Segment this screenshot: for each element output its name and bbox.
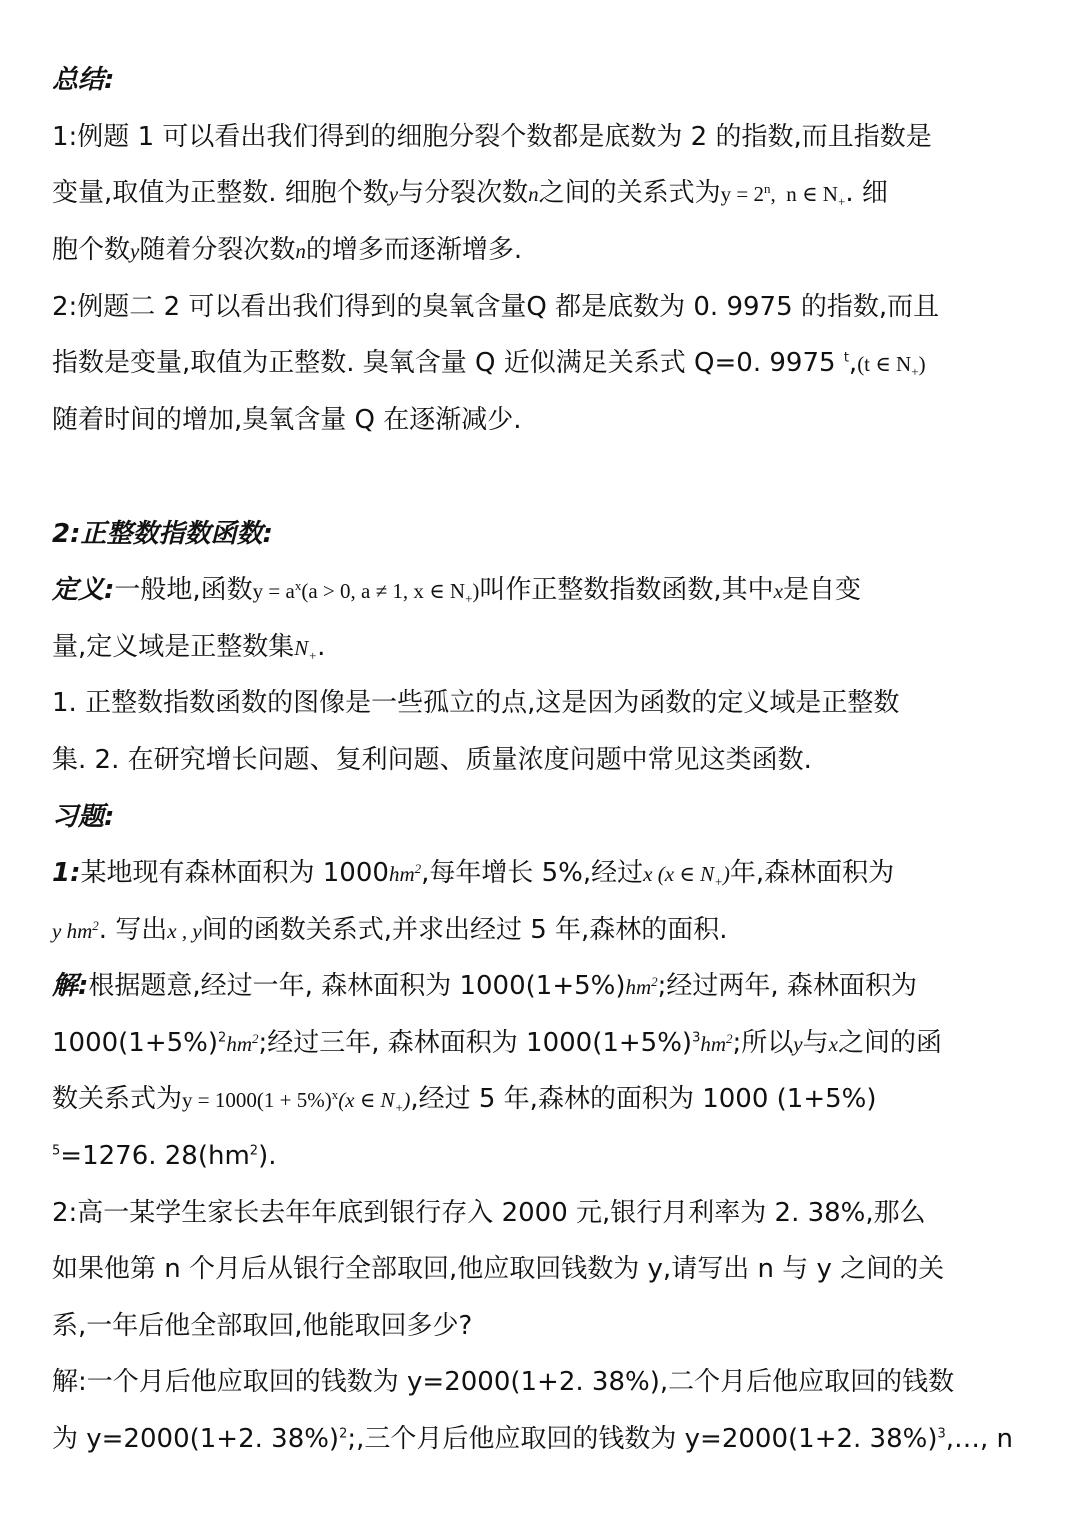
- definition-line-2: 量,定义域是正整数集$N_+$.: [52, 632, 326, 664]
- summary-line-1: 1:例题 1 可以看出我们得到的细胞分裂个数都是底数为 2 的指数,而且指数是: [52, 122, 932, 152]
- solution1-line-3: 数关系式为$y = 1000(1 + 5\%)^x(x$ ∈ $N_+$),经过 5 年,森林的面积为 1000 (1+5%): [52, 1084, 877, 1116]
- relation-formula: $y = 2^n$, n ∈ $N_+$: [720, 181, 846, 210]
- question1-line-1: 1:某地现有森林面积为 $1000hm^2$,每年增长 5%,经过x (x ∈ $N_+$)年,森林面积为: [52, 858, 895, 890]
- summary-line-2: 变量,取值为正整数. 细胞个数y与分裂次数n之间的关系式为$y = 2^n$, n ∈ $N_+$. 细: [52, 178, 888, 210]
- summary-line-5: 指数是变量,取值为正整数. 臭氧含量 Q 近似满足关系式 Q=0. 9975 $^t$,(t ∈ $N_+$): [52, 348, 926, 380]
- solution1-line-4: $^5$=1276. $28(hm^2)$.: [52, 1141, 277, 1171]
- section2-heading: 2:正整数指数函数:: [52, 519, 273, 549]
- function-formula: $y = a^x(a > 0$, a ≠ 1, x ∈ $N_+$): [252, 578, 480, 607]
- summary-line-3: 胞个数y随着分裂次数n的增多而逐渐增多.: [52, 235, 523, 265]
- question2-line-2: 如果他第 n 个月后从银行全部取回,他应取回钱数为 y,请写出 n 与 y 之间的关: [52, 1254, 945, 1284]
- note-line-1: 1. 正整数指数函数的图像是一些孤立的点,这是因为函数的定义域是正整数: [52, 688, 900, 718]
- note-line-2: 集. 2. 在研究增长问题、复利问题、质量浓度问题中常见这类函数.: [52, 745, 812, 775]
- solution2-line-1: 解:一个月后他应取回的钱数为 y=2000(1+2. 38%),二个月后他应取回的钱数: [52, 1367, 955, 1397]
- time-domain: (t ∈ $N_+$): [857, 352, 926, 380]
- forest-formula: $y = 1000(1 + 5\%)^x$: [182, 1087, 339, 1112]
- summary-line-4: 2:例题二 2 可以看出我们得到的臭氧含量Q 都是底数为 0. 9975 的指数,而且: [52, 292, 940, 322]
- question2-line-1: 2:高一某学生家长去年年底到银行存入 2000 元,银行月利率为 2. 38%,那么: [52, 1198, 926, 1228]
- summary-heading: 总结:: [52, 65, 115, 95]
- solution2-line-2: 为 y=2000(1+2. 38%)$^2$;,三个月后他应取回的钱数为 y=2000(1+2. 38%)$^3$,…, n: [52, 1424, 1014, 1454]
- solution1-line-1: 解:根据题意,经过一年, 森林面积为 $1000(1+5\%)hm^2$;经过两年, 森林面积为: [52, 971, 917, 1001]
- question1-line-2: y $hm^2$. 写出x , y间的函数关系式,并求出经过 5 年,森林的面积.: [52, 915, 728, 945]
- question2-line-3: 系,一年后他全部取回,他能取回多少?: [52, 1311, 473, 1341]
- summary-line-6: 随着时间的增加,臭氧含量 Q 在逐渐减少.: [52, 405, 522, 435]
- exercises-heading: 习题:: [52, 802, 115, 832]
- solution1-line-2: $1000(1+5\%)^2hm^2$;经过三年, 森林面积为 $1000(1+5\%)^3hm^2$;所以y与x之间的函: [52, 1028, 942, 1058]
- definition-line-1: 定义:一般地,函数$y = a^x(a > 0$, a ≠ 1, x ∈ $N_+$)叫作正整数指数函数,其中x是自变: [52, 575, 862, 607]
